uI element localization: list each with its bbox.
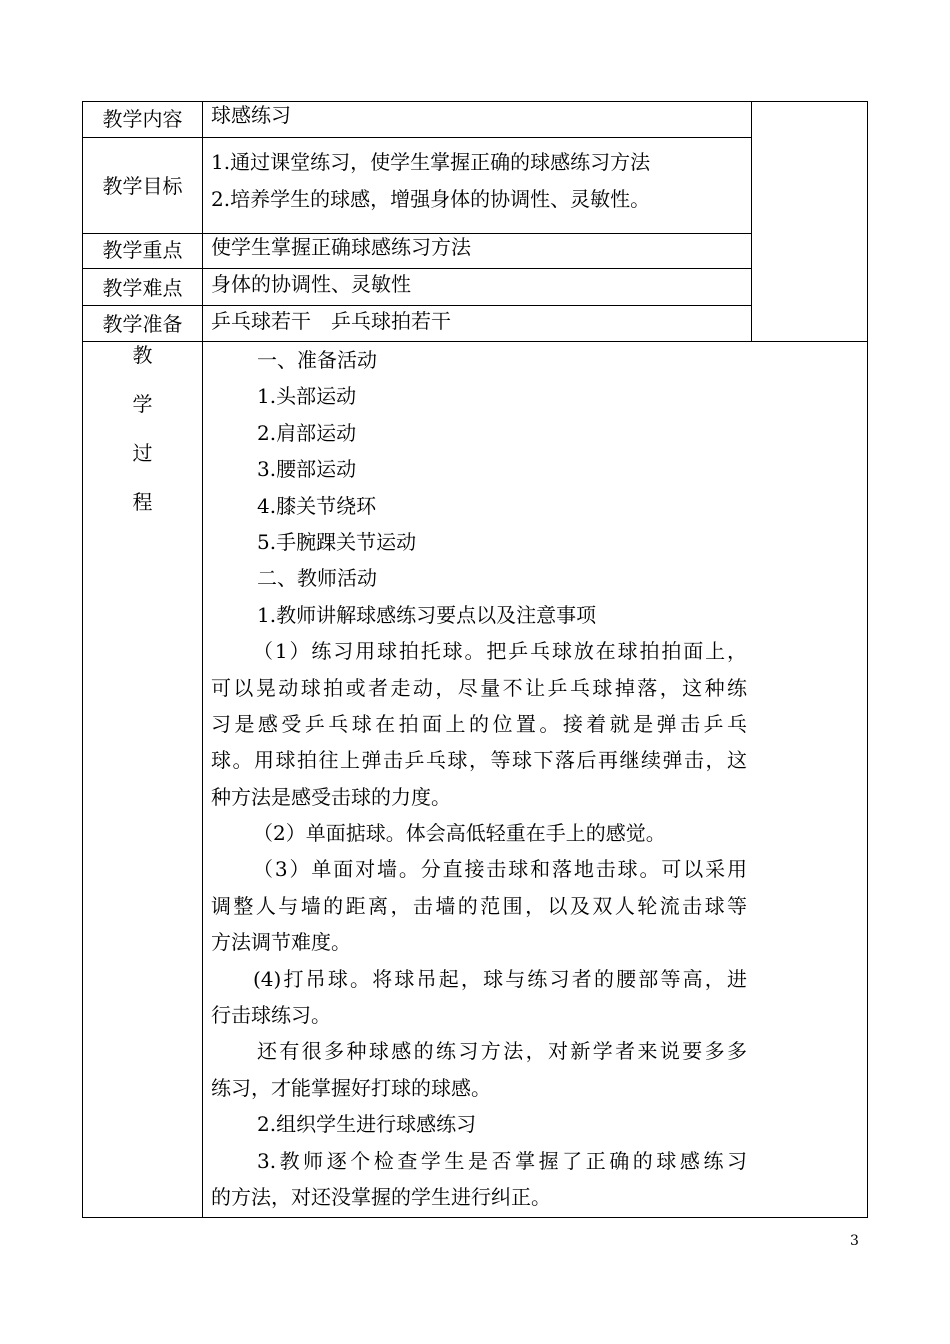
- process-line: 可以晃动球拍或者走动，尽量不让乒乓球掉落，这种练: [211, 675, 747, 700]
- process-label-char: 过: [132, 441, 153, 465]
- process-label-char: 教: [132, 343, 153, 367]
- process-line: 球。用球拍往上弹击乒乓球，等球下落后再继续弹击，这: [211, 748, 747, 773]
- goal-line-1: 1.通过课堂练习，使学生掌握正确的球感练习方法: [211, 150, 651, 174]
- label-teaching-content: 教学内容: [102, 107, 183, 131]
- process-line: 二、教师活动: [257, 566, 377, 591]
- process-line: （1）练习用球拍托球。把乒乓球放在球拍拍面上，: [253, 639, 747, 664]
- process-line: （3）单面对墙。分直接击球和落地击球。可以采用: [253, 857, 747, 882]
- process-line: 4.膝关节绕环: [257, 493, 377, 518]
- teaching-process-body: [211, 342, 747, 1215]
- teaching-content-value: 球感练习: [211, 103, 291, 127]
- process-line: 的方法，对还没掌握的学生进行纠正。: [211, 1184, 551, 1209]
- process-line: 3.教师逐个检查学生是否掌握了正确的球感练习: [257, 1148, 747, 1173]
- process-line: 2.组织学生进行球感练习: [257, 1112, 477, 1137]
- process-line: 调整人与墙的距离，击墙的范围，以及双人轮流击球等: [211, 893, 747, 918]
- process-line: （2）单面掂球。体会高低轻重在手上的感觉。: [253, 821, 666, 846]
- process-line: 一、准备活动: [257, 348, 377, 372]
- label-teaching-difficulty: 教学难点: [102, 276, 183, 300]
- teaching-key-value: 使学生掌握正确球感练习方法: [211, 235, 471, 259]
- label-teaching-key: 教学重点: [102, 238, 183, 262]
- process-line: 行击球练习。: [211, 1003, 331, 1028]
- row-separator: [82, 305, 752, 306]
- process-line: (4)打吊球。将球吊起，球与练习者的腰部等高，进: [253, 966, 747, 991]
- process-line: 3.腰部运动: [257, 457, 357, 482]
- process-line: 习是感受乒乓球在拍面上的位置。接着就是弹击乒乓: [211, 711, 747, 736]
- teaching-prep-value: 乒乓球若干 乒乓球拍若干: [211, 309, 451, 333]
- teaching-difficulty-value: 身体的协调性、灵敏性: [211, 272, 411, 296]
- process-line: 方法调节难度。: [211, 930, 351, 955]
- row-separator: [82, 137, 752, 138]
- process-line: 1.教师讲解球感练习要点以及注意事项: [257, 602, 597, 627]
- process-line: 练习，才能掌握好打球的球感。: [211, 1075, 491, 1100]
- process-line: 1.头部运动: [257, 384, 357, 409]
- process-line: 2.肩部运动: [257, 420, 357, 445]
- process-label-char: 程: [132, 490, 153, 514]
- process-line: 5.手腕踝关节运动: [257, 529, 417, 554]
- process-line: 还有很多种球感的练习方法，对新学者来说要多多: [257, 1039, 747, 1064]
- label-teaching-goals: 教学目标: [102, 174, 183, 198]
- row-separator: [82, 268, 752, 269]
- label-teaching-process: [83, 343, 202, 539]
- process-line: 种方法是感受击球的力度。: [211, 784, 451, 809]
- table-border-top: [82, 101, 868, 102]
- table-border-bottom: [82, 1217, 868, 1218]
- goal-line-2: 2.培养学生的球感，增强身体的协调性、灵敏性。: [211, 187, 651, 211]
- process-label-char: 学: [132, 392, 153, 416]
- row-separator: [82, 233, 752, 234]
- label-teaching-prep: 教学准备: [102, 312, 183, 336]
- table-border-right: [867, 101, 868, 1218]
- page-number: 3: [850, 1233, 859, 1249]
